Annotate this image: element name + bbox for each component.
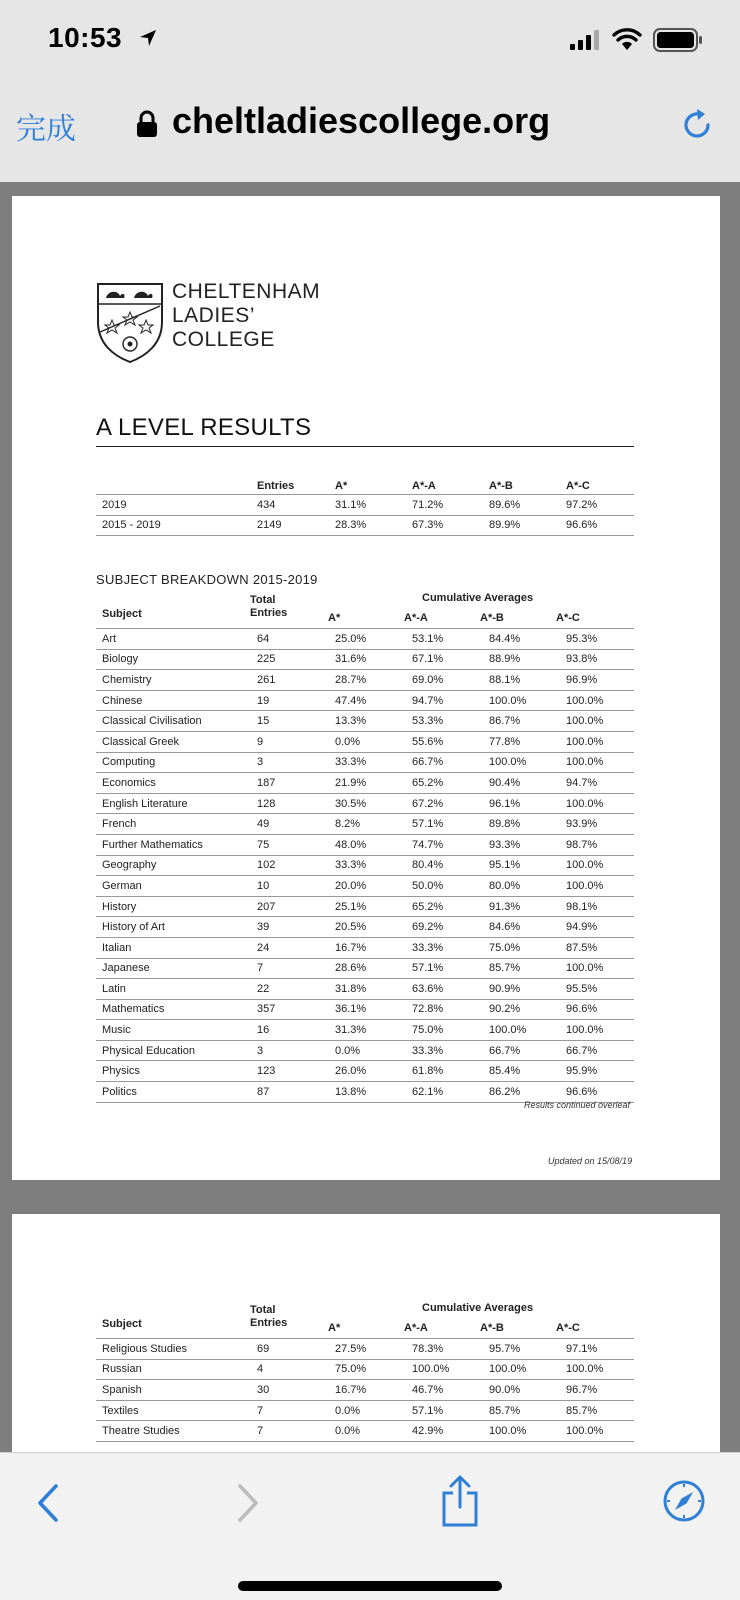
table-cell: Music — [96, 1020, 251, 1041]
table-cell: 97.2% — [560, 495, 634, 516]
table-cell: 28.6% — [329, 958, 406, 979]
table-cell: 0.0% — [329, 1040, 406, 1061]
table-row — [96, 834, 634, 855]
table-cell: 33.3% — [406, 937, 483, 958]
table-cell: 67.1% — [406, 649, 483, 670]
table-row — [96, 629, 634, 650]
table-cell: 98.7% — [560, 834, 634, 855]
table-cell: 100.0% — [560, 793, 634, 814]
table-cell: 89.8% — [483, 814, 560, 835]
browser-toolbar — [0, 1452, 740, 1600]
table-cell: 72.8% — [406, 999, 483, 1020]
table-cell: 261 — [251, 670, 329, 691]
status-time: 10:53 — [48, 22, 123, 53]
summary-row — [96, 515, 634, 536]
table-row — [96, 896, 634, 917]
continued-note: Results continued overleaf — [524, 1100, 631, 1110]
table-cell: Italian — [96, 937, 251, 958]
table-cell: 28.3% — [329, 515, 406, 536]
table-cell: French — [96, 814, 251, 835]
table-cell: 67.2% — [406, 793, 483, 814]
table-cell: 47.4% — [329, 690, 406, 711]
table-cell: 86.2% — [483, 1082, 560, 1103]
header-cumulative: Cumulative Averages — [422, 592, 534, 604]
breakdown-title: SUBJECT BREAKDOWN 2015-2019 — [96, 572, 318, 587]
summary-header: A*-A — [412, 480, 436, 492]
table-cell: Politics — [96, 1082, 251, 1103]
table-cell: 0.0% — [329, 1400, 406, 1421]
table-cell: 50.0% — [406, 876, 483, 897]
table-cell: 71.2% — [406, 495, 483, 516]
header-a-star-a: A*-A — [404, 1322, 428, 1334]
table-cell: 78.3% — [406, 1339, 483, 1360]
table-cell: 2149 — [251, 515, 329, 536]
table-cell: 90.0% — [483, 1380, 560, 1401]
table-cell: 13.3% — [329, 711, 406, 732]
table-cell: 27.5% — [329, 1339, 406, 1360]
table-cell: 61.8% — [406, 1061, 483, 1082]
table-cell: 62.1% — [406, 1082, 483, 1103]
table-cell: 87.5% — [560, 937, 634, 958]
table-cell: 57.1% — [406, 814, 483, 835]
header-a-star: A* — [328, 1322, 341, 1334]
table-cell: 93.9% — [560, 814, 634, 835]
table-cell: 20.5% — [329, 917, 406, 938]
table-cell: 33.3% — [329, 855, 406, 876]
table-cell: 90.2% — [483, 999, 560, 1020]
table-cell: 31.3% — [329, 1020, 406, 1041]
table-cell: 97.1% — [560, 1339, 634, 1360]
table-cell: 66.7% — [483, 1040, 560, 1061]
table-cell: 16.7% — [329, 1380, 406, 1401]
table-cell: 28.7% — [329, 670, 406, 691]
table-row — [96, 814, 634, 835]
forward-icon[interactable] — [236, 1483, 260, 1523]
table-cell: 31.6% — [329, 649, 406, 670]
table-cell: 96.9% — [560, 670, 634, 691]
table-cell: Textiles — [96, 1400, 251, 1421]
breakdown-header — [96, 1304, 634, 1340]
table-cell: 63.6% — [406, 979, 483, 1000]
table-cell: Japanese — [96, 958, 251, 979]
table-cell: Spanish — [96, 1380, 251, 1401]
table-row — [96, 1421, 634, 1442]
table-cell: 21.9% — [329, 773, 406, 794]
table-cell: 25.1% — [329, 896, 406, 917]
table-row — [96, 1400, 634, 1421]
table-cell: 100.0% — [560, 731, 634, 752]
table-cell: Computing — [96, 752, 251, 773]
table-cell: 100.0% — [560, 1359, 634, 1380]
table-row — [96, 793, 634, 814]
summary-row — [96, 495, 634, 516]
table-cell: 20.0% — [329, 876, 406, 897]
table-cell: 102 — [251, 855, 329, 876]
table-cell: 100.0% — [483, 752, 560, 773]
status-bar — [0, 0, 740, 80]
table-cell: 9 — [251, 731, 329, 752]
table-cell: 100.0% — [560, 876, 634, 897]
table-cell: 10 — [251, 876, 329, 897]
table-cell: Economics — [96, 773, 251, 794]
table-cell: History of Art — [96, 917, 251, 938]
cellular-signal-icon — [570, 30, 602, 50]
table-cell: 2015 - 2019 — [96, 515, 251, 536]
table-cell: Further Mathematics — [96, 834, 251, 855]
done-button[interactable]: 完成 — [16, 113, 76, 146]
summary-header: A* — [335, 480, 348, 492]
table-cell: 90.4% — [483, 773, 560, 794]
table-cell: 16 — [251, 1020, 329, 1041]
back-icon[interactable] — [36, 1483, 60, 1523]
document-title: A LEVEL RESULTS — [96, 414, 312, 441]
table-row — [96, 958, 634, 979]
header-a-star-c: A*-C — [556, 1322, 580, 1334]
table-cell: 39 — [251, 917, 329, 938]
summary-header: A*-B — [489, 480, 513, 492]
table-cell: 357 — [251, 999, 329, 1020]
lock-icon — [136, 110, 158, 138]
table-cell: 7 — [251, 1421, 329, 1442]
table-cell: Geography — [96, 855, 251, 876]
table-cell: 85.7% — [560, 1400, 634, 1421]
header-a-star-b: A*-B — [480, 612, 504, 624]
home-indicator[interactable] — [238, 1581, 502, 1591]
table-cell: 53.1% — [406, 629, 483, 650]
table-row — [96, 731, 634, 752]
table-cell: 100.0% — [560, 855, 634, 876]
table-cell: 15 — [251, 711, 329, 732]
table-cell: 89.9% — [483, 515, 560, 536]
header-a-star-c: A*-C — [556, 612, 580, 624]
table-cell: 100.0% — [560, 958, 634, 979]
table-cell: 3 — [251, 1040, 329, 1061]
table-cell: 96.6% — [560, 515, 634, 536]
table-cell: 207 — [251, 896, 329, 917]
table-cell: 90.9% — [483, 979, 560, 1000]
table-cell: 7 — [251, 958, 329, 979]
table-row — [96, 876, 634, 897]
table-cell: 65.2% — [406, 773, 483, 794]
table-cell: 57.1% — [406, 1400, 483, 1421]
table-cell: 95.7% — [483, 1339, 560, 1360]
breakdown-table-continued — [96, 1338, 634, 1442]
table-cell: 75.0% — [406, 1020, 483, 1041]
table-cell: Art — [96, 629, 251, 650]
table-cell: 69.2% — [406, 917, 483, 938]
table-cell: 187 — [251, 773, 329, 794]
table-cell: 100.0% — [560, 752, 634, 773]
header-subject: Subject — [102, 608, 142, 620]
table-cell: 66.7% — [560, 1040, 634, 1061]
table-cell: 96.1% — [483, 793, 560, 814]
location-arrow-icon — [138, 28, 158, 48]
table-cell: 94.7% — [406, 690, 483, 711]
pdf-page-2 — [12, 1214, 720, 1452]
wifi-icon — [612, 27, 642, 51]
table-cell: 434 — [251, 495, 329, 516]
table-row — [96, 937, 634, 958]
table-cell: Mathematics — [96, 999, 251, 1020]
table-cell: Classical Greek — [96, 731, 251, 752]
table-cell: 100.0% — [483, 1020, 560, 1041]
table-cell: Theatre Studies — [96, 1421, 251, 1442]
table-row — [96, 999, 634, 1020]
table-cell: 69 — [251, 1339, 329, 1360]
breakdown-header — [96, 594, 634, 630]
table-cell: 95.3% — [560, 629, 634, 650]
table-cell: 123 — [251, 1061, 329, 1082]
table-cell: 66.7% — [406, 752, 483, 773]
table-cell: 0.0% — [329, 1421, 406, 1442]
table-cell: Physics — [96, 1061, 251, 1082]
table-cell: 19 — [251, 690, 329, 711]
table-cell: 93.8% — [560, 649, 634, 670]
table-cell: 42.9% — [406, 1421, 483, 1442]
table-cell: Classical Civilisation — [96, 711, 251, 732]
summary-header: A*-C — [566, 480, 590, 492]
table-cell: 75.0% — [329, 1359, 406, 1380]
table-row — [96, 917, 634, 938]
table-cell: 24 — [251, 937, 329, 958]
header-cumulative: Cumulative Averages — [422, 1302, 534, 1314]
table-cell: 7 — [251, 1400, 329, 1421]
table-cell: 93.3% — [483, 834, 560, 855]
table-cell: 84.4% — [483, 629, 560, 650]
battery-icon — [653, 28, 703, 52]
table-cell: 100.0% — [483, 1421, 560, 1442]
header-total: Total — [250, 594, 276, 606]
summary-header — [96, 480, 251, 495]
table-cell: 30 — [251, 1380, 329, 1401]
table-cell: 53.3% — [406, 711, 483, 732]
pdf-page-1 — [12, 196, 720, 1180]
share-icon[interactable] — [440, 1475, 480, 1527]
compass-icon[interactable] — [662, 1479, 706, 1523]
header-a-star-a: A*-A — [404, 612, 428, 624]
table-cell: 85.7% — [483, 1400, 560, 1421]
table-cell: 36.1% — [329, 999, 406, 1020]
table-cell: 100.0% — [483, 1359, 560, 1380]
title-divider — [96, 446, 634, 447]
table-cell: 67.3% — [406, 515, 483, 536]
table-cell: 100.0% — [560, 690, 634, 711]
table-cell: 96.6% — [560, 1082, 634, 1103]
browser-address-bar — [0, 80, 740, 182]
table-cell: 96.7% — [560, 1380, 634, 1401]
summary-header: Entries — [257, 480, 295, 492]
table-cell: 95.1% — [483, 855, 560, 876]
table-cell: 88.1% — [483, 670, 560, 691]
table-cell: Religious Studies — [96, 1339, 251, 1360]
table-cell: 88.9% — [483, 649, 560, 670]
table-cell: 100.0% — [406, 1359, 483, 1380]
header-entries: Entries — [250, 607, 288, 619]
header-entries: Entries — [250, 1317, 288, 1329]
table-row — [96, 979, 634, 1000]
table-row — [96, 1339, 634, 1360]
table-cell: 31.8% — [329, 979, 406, 1000]
table-cell: 31.1% — [329, 495, 406, 516]
table-cell: German — [96, 876, 251, 897]
header-a-star-b: A*-B — [480, 1322, 504, 1334]
table-cell: 100.0% — [560, 1020, 634, 1041]
reload-icon[interactable] — [680, 108, 714, 142]
table-cell: History — [96, 896, 251, 917]
header-subject: Subject — [102, 1318, 142, 1330]
table-cell: 46.7% — [406, 1380, 483, 1401]
table-cell: 75.0% — [483, 937, 560, 958]
logo-line-3: COLLEGE — [172, 328, 275, 351]
table-cell: 48.0% — [329, 834, 406, 855]
table-cell: 0.0% — [329, 731, 406, 752]
header-total: Total — [250, 1304, 276, 1316]
table-cell: 57.1% — [406, 958, 483, 979]
table-cell: 8.2% — [329, 814, 406, 835]
college-name — [172, 280, 320, 352]
logo-line-1: CHELTENHAM — [172, 280, 321, 303]
header-a-star: A* — [328, 612, 341, 624]
table-cell: 85.7% — [483, 958, 560, 979]
table-row — [96, 1020, 634, 1041]
table-cell: 22 — [251, 979, 329, 1000]
table-row — [96, 690, 634, 711]
table-cell: 80.0% — [483, 876, 560, 897]
table-cell: 2019 — [96, 495, 251, 516]
table-cell: Chemistry — [96, 670, 251, 691]
table-cell: Biology — [96, 649, 251, 670]
table-cell: 75 — [251, 834, 329, 855]
table-cell: 26.0% — [329, 1061, 406, 1082]
table-cell: 4 — [251, 1359, 329, 1380]
pdf-viewer[interactable] — [0, 182, 740, 1452]
table-cell: Chinese — [96, 690, 251, 711]
table-row — [96, 1359, 634, 1380]
table-cell: 96.6% — [560, 999, 634, 1020]
table-cell: 55.6% — [406, 731, 483, 752]
table-cell: 3 — [251, 752, 329, 773]
summary-table — [96, 480, 634, 536]
table-cell: 100.0% — [560, 1421, 634, 1442]
table-row — [96, 1380, 634, 1401]
table-cell: 65.2% — [406, 896, 483, 917]
table-cell: 89.6% — [483, 495, 560, 516]
table-cell: 128 — [251, 793, 329, 814]
table-cell: 49 — [251, 814, 329, 835]
table-cell: 33.3% — [406, 1040, 483, 1061]
table-cell: 95.9% — [560, 1061, 634, 1082]
table-row — [96, 855, 634, 876]
table-cell: 16.7% — [329, 937, 406, 958]
table-cell: Russian — [96, 1359, 251, 1380]
table-cell: 80.4% — [406, 855, 483, 876]
table-cell: 91.3% — [483, 896, 560, 917]
table-cell: 100.0% — [560, 711, 634, 732]
table-cell: Latin — [96, 979, 251, 1000]
table-cell: 100.0% — [483, 690, 560, 711]
table-cell: Physical Education — [96, 1040, 251, 1061]
table-cell: 85.4% — [483, 1061, 560, 1082]
updated-note: Updated on 15/08/19 — [548, 1156, 633, 1166]
table-row — [96, 1040, 634, 1061]
table-cell: 98.1% — [560, 896, 634, 917]
table-cell: 95.5% — [560, 979, 634, 1000]
table-cell: 86.7% — [483, 711, 560, 732]
breakdown-table — [96, 628, 634, 1103]
table-row — [96, 711, 634, 732]
table-row — [96, 1061, 634, 1082]
table-row — [96, 752, 634, 773]
table-row — [96, 649, 634, 670]
table-cell: 64 — [251, 629, 329, 650]
table-cell: 77.8% — [483, 731, 560, 752]
table-cell: English Literature — [96, 793, 251, 814]
table-cell: 69.0% — [406, 670, 483, 691]
table-cell: 225 — [251, 649, 329, 670]
url-field[interactable]: cheltladiescollege.org — [172, 100, 551, 141]
table-cell: 30.5% — [329, 793, 406, 814]
college-crest-logo — [96, 282, 164, 364]
table-cell: 25.0% — [329, 629, 406, 650]
table-cell: 84.6% — [483, 917, 560, 938]
logo-line-2: LADIES’ — [172, 304, 255, 327]
table-cell: 94.9% — [560, 917, 634, 938]
table-cell: 87 — [251, 1082, 329, 1103]
table-cell: 13.8% — [329, 1082, 406, 1103]
table-cell: 33.3% — [329, 752, 406, 773]
table-cell: 74.7% — [406, 834, 483, 855]
table-cell: 94.7% — [560, 773, 634, 794]
table-row — [96, 773, 634, 794]
table-row — [96, 670, 634, 691]
